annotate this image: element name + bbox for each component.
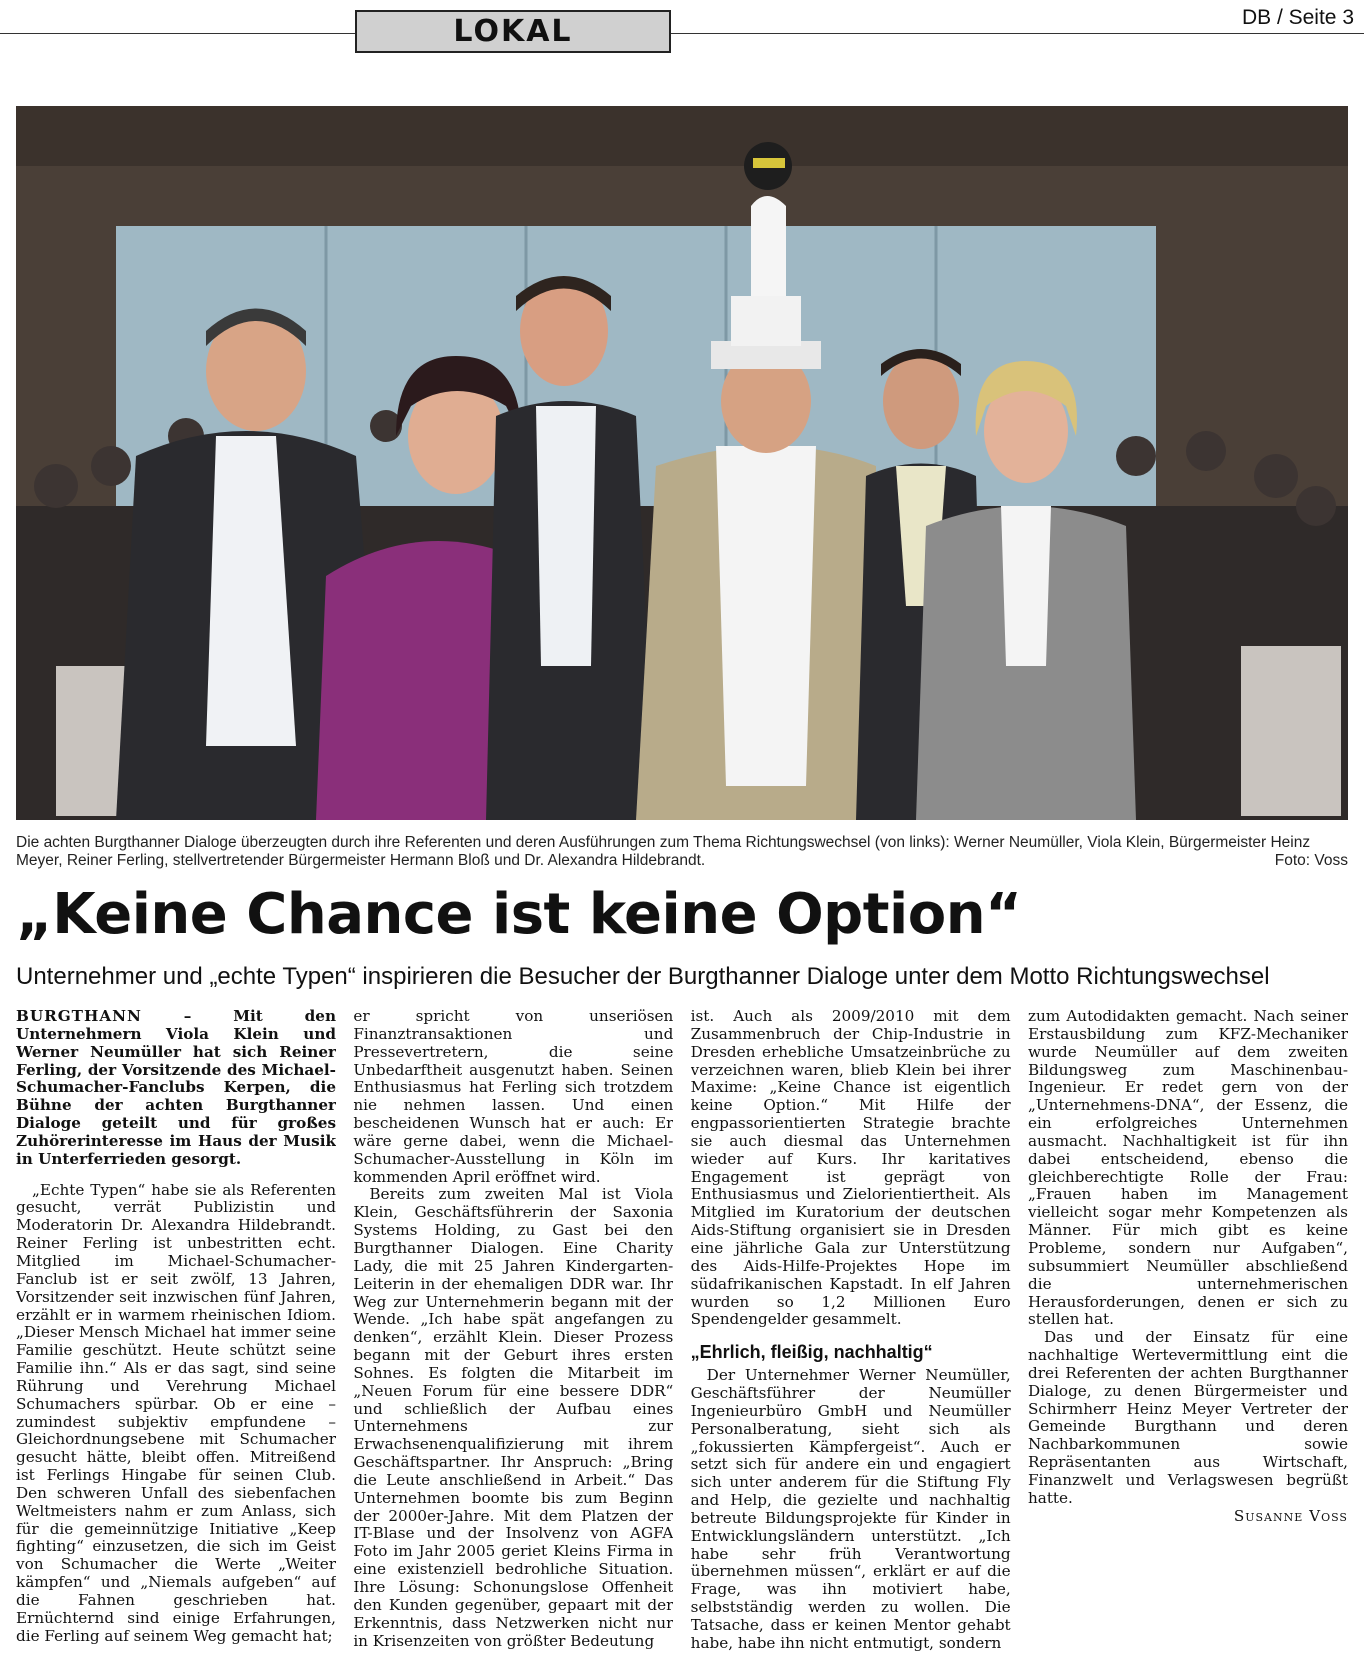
- paragraph-neumueller: Der Unternehmer Werner Neumüller, Geschäftsführer der Neumüller Ingenieurbüro GmbH und Neumüller Personalberatung, sieht sich als „fokussierten Kämpfergeist“. Auch er setzt sich für andere ein und engagiert sich unter anderem für die Stiftung Fly and Help, die gezielte und nachhaltig betreute Bildungsprojekte für Kinder in Entwicklungsländern unterstützt. „Ich habe sehr früh Verantwortung übernehmen müssen“, erklärt er auf die Frage, was ihn motiviert habe, selbstständig werden zu wollen. Die Tatsache, dass er keinen Mentor gehabt habe, habe ihn nicht entmutigt, sondern: [690, 1366, 1011, 1652]
- photo-chair-right: [1241, 646, 1341, 816]
- page-header: [0, 0, 1364, 60]
- article-column-4: [1028, 1008, 1348, 1656]
- paragraph-closing: Das und der Einsatz für eine nachhaltige Wertevermittlung eint die drei Referenten der achten Burgthanner Dialoge, zu denen Bürgermeister und Schirmherr Heinz Meyer Vertreter der Gemeinde Burgthann und deren Nachbarkommunen sowie Repräsentanten aus Wirtschaft, Finanzwelt und Verlagswesen begrüßt hatte.: [1027, 1328, 1348, 1507]
- photo-chair-left: [56, 666, 126, 816]
- paragraph-klein: Bereits zum zweiten Mal ist Viola Klein, Geschäftsführerin der Saxonia Systems Holding, zu Gast bei den Burgthanner Dialogen. Eine Charity Lady, die mit 25 Jahren Kindergarten-Leiterin in der ehemaligen DDR war. Ihr Weg zur Unternehmerin begann mit der Wende. „Ich habe spät angefangen zu denken“, erzählt Klein. Dieser Prozess begann mit der Geburt ihres ersten Sohnes. Es folgten die Mitarbeit im „Neuen Forum für eine bessere DDR“ und schließlich der Aufbau eines Unternehmens zur Erwachsenenqualifizierung mit ihrem Geschäftspartner. Ihr Anspruch: „Bring die Leute anschließend in Arbeit.“ Das Unternehmen boomte bis zum Beginn der 2000er-Jahre. Mit dem Platzen der IT-Blase und der Insolvenz von AGFA Foto im Jahr 2005 geriet Kleins Firma in eine existenziell bedrohliche Situation. Ihre Lösung: Schonungslose Offenheit den Kunden gegenüber, gepaart mit der Erkenntnis, dass Netzwerken nicht nur in Krisenzeiten von größter Bedeutung: [353, 1185, 674, 1650]
- article-column-3: [691, 1008, 1011, 1656]
- header-rule: [0, 33, 1364, 34]
- dateline: BURGTHANN: [16, 1008, 142, 1025]
- lead-paragraph: [16, 1008, 336, 1169]
- lead-text: – Mit den Unternehmern Viola Klein und Werner Neumüller hat sich Reiner Ferling, der Vorsitzende des Michael-Schumacher-Fanclubs Kerpen, die Bühne der achten Burgthanner Dialoge geteilt und für großes Zuhörerinteresse im Haus der Musik in Unterferrieden gesorgt.: [16, 1008, 336, 1168]
- subheadline: Unternehmer und „echte Typen“ inspirieren die Besucher der Burgthanner Dialoge unter dem Motto Richtungswechsel: [16, 963, 1270, 990]
- caption-text: Die achten Burgthanner Dialoge überzeugten durch ihre Referenten und deren Ausführungen zum Thema Richtungswechsel (von links): Werner Neumüller, Viola Klein, Bürgermeister Heinz Meyer, Reiner Ferling, stellvertretender Bürgermeister Hermann Bloß und Dr. Alexandra Hildebrandt.: [16, 834, 1311, 869]
- paragraph-klein-continued: ist. Auch als 2009/2010 mit dem Zusammenbruch der Chip-Industrie in Dresden erhebliche Umsatzeinbrüche zu verzeichnen waren, blieb Klein bei ihrer Maxime: „Keine Chance ist eigentlich keine Option.“ Mit Hilfe der engpassorientierten Strategie brachte sie auch diesmal das Unternehmen wieder auf Kurs. Ihr karitatives Engagement ist geprägt von Enthusiasmus und Zielorientiertheit. Als Mitglied im Kuratorium der deutschen Aids-Stiftung organisiert sie in Dresden eine jährliche Gala zur Unterstützung des Aids-Hilfe-Projektes Hope im südafrikanischen Kapstadt. In elf Jahren wurden so 1,2 Millionen Euro Spendengelder gesammelt.: [690, 1008, 1011, 1329]
- photo-ceiling: [16, 106, 1348, 166]
- author-byline: Susanne Voss: [1233, 1506, 1348, 1525]
- article-column-1: [16, 1008, 336, 1656]
- headline: „Keine Chance ist keine Option“: [16, 882, 1022, 947]
- article-body: [16, 1008, 1348, 1656]
- section-subheading: „Ehrlich, fleißig, nachhaltig“: [690, 1342, 933, 1363]
- photo-credit: Foto: Voss: [1274, 852, 1348, 869]
- paragraph-neumueller-continued: zum Autodidakten gemacht. Nach seiner Erstausbildung zum KFZ-Mechaniker wurde Neumüller auf dem zweiten Bildungsweg zum Maschinenbau-Ingenieur. Er redet gern von der „Unternehmens-DNA“, der Essenz, die ein erfolgreiches Unternehmen ausmacht. Nachhaltigkeit ist für ihn dabei entscheidend, ebenso die gleichberechtigte Rolle der Frau: „Frauen haben im Management vielleicht sogar mehr Kompetenzen als Männer. Für mich gibt es keine Probleme, sondern nur Aufgaben“, subsummiert Neumüller abschließend die unternehmerischen Herausforderungen, denen er sich zu stellen hat.: [1027, 1008, 1348, 1329]
- article-column-2: [353, 1008, 673, 1656]
- paragraph-ferling-continued: er spricht von unseriösen Finanztransaktionen und Pressevertretern, die seine Unbedarftheit ausgenutzt haben. Seinen Enthusiasmus hat Ferling sich trotzdem nie nehmen lassen. Und einen bescheidenen Wunsch hat er auch: Er wäre gerne dabei, wenn die Michael-Schumacher-Ausstellung in Köln im kommenden April eröffnet wird.: [353, 1008, 674, 1186]
- article-photo: [16, 106, 1348, 820]
- photo-caption: [16, 834, 1348, 870]
- page-number: DB / Seite 3: [1234, 6, 1354, 30]
- section-label: LOKAL: [355, 10, 671, 53]
- paragraph-ferling: „Echte Typen“ habe sie als Referenten gesucht, verrät Publizistin und Moderatorin Dr. Alexandra Hildebrandt. Reiner Ferling ist unbestritten echt. Mitglied im Michael-Schumacher-Fanclub ist er seit zwölf, 13 Jahren, Vorsitzender seit inzwischen fünf Jahren, erzählt er in warmem rheinischen Idiom. „Dieser Mensch Michael hat immer seine Familie geschützt. Heute schützt seine Familie ihn.“ Als er das sagt, sind seine Rührung und Verehrung Michael Schumachers spürbar. Ob er eine – zumindest subjektiv empfundene – Gleichordnungsebene mit Schumacher gesucht hätte, bleibt offen. Mitreißend ist Ferlings Hingabe für seinen Club. Den schweren Unfall des siebenfachen Weltmeisters nahm er zum Anlass, sich für die gemeinnützige Initiative „Keep fighting“ einzusetzen, die sich im Geist von Schumacher die Werte „Weiter kämpfen“ und „Niemals aufgeben“ auf die Fahnen geschrieben hat. Ernüchternd sind einige Erfahrungen, die Ferling auf seinem Weg gemacht hat;: [16, 1180, 336, 1645]
